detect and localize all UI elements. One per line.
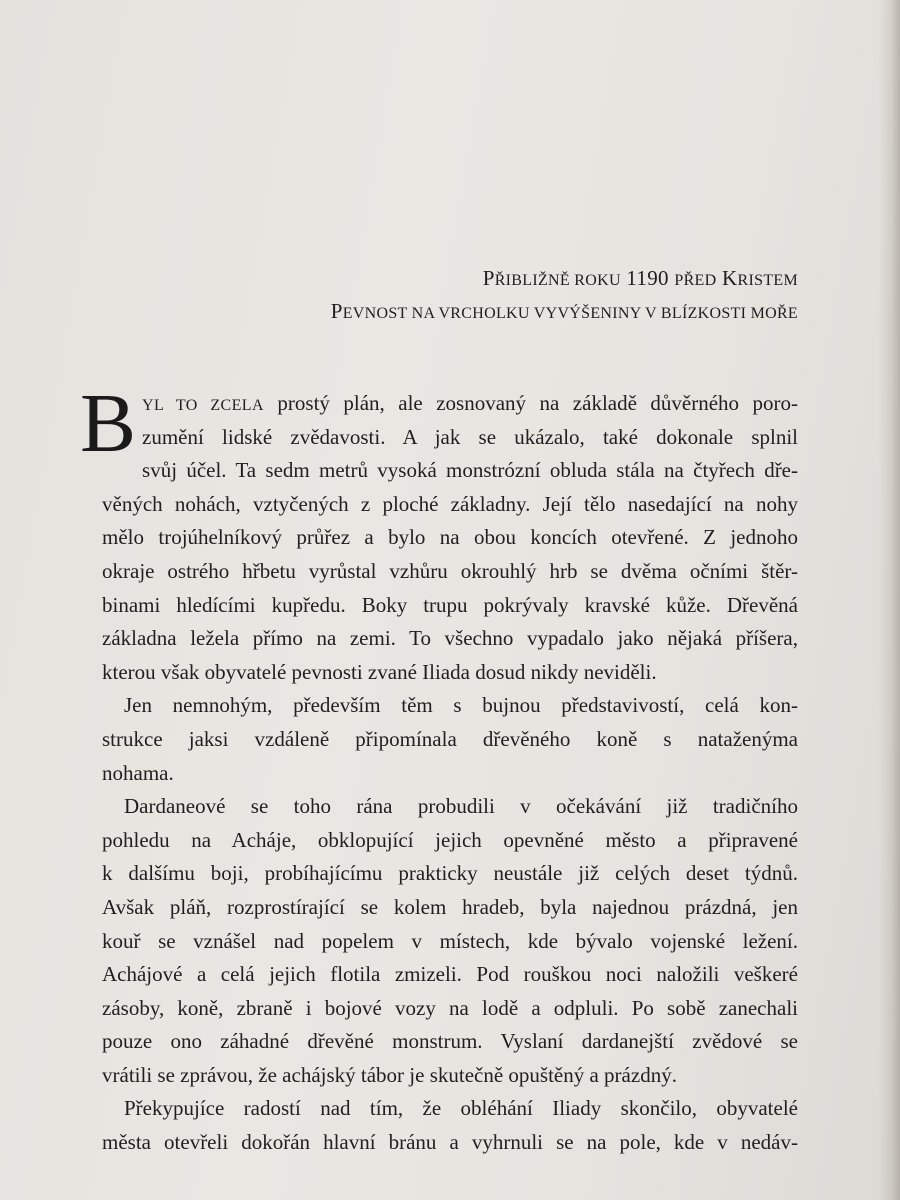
date-heading-year: 1190 (626, 266, 669, 290)
paragraph-4 (102, 1092, 798, 1159)
text-line: kterou však obyvatelé pevnosti zvané Iliada dosud nikdy neviděli. (102, 659, 657, 684)
paragraph-3 (102, 790, 798, 1092)
text-line (102, 689, 798, 723)
text-line-content: Jen nemnohým, především těm s bujnou představivostí, celá kon- (124, 693, 798, 718)
text-line: Překypujíce radostí nad tím, že obléhání Iliady skončilo, obyvatelé (124, 1096, 798, 1121)
text-line: zásoby, koně, zbraně i bojové vozy na lodě a odpluli. Po sobě zanechali (102, 995, 798, 1020)
page-edge (878, 0, 900, 1200)
text-line: binami hledícími kupředu. Boky trupu pokrývaly kravské kůže. Dřevěná (102, 592, 798, 617)
text-line: věných nohách, vztyčených z ploché základny. Její tělo nasedající na nohy (102, 491, 798, 516)
text-line: města otevřeli dokořán hlavní bránu a vyhrnuli se na pole, kde v nedáv- (102, 1130, 798, 1155)
place-heading-cap: P (330, 299, 343, 323)
text-line: základna ležela přímo na zemi. To všechno vypadalo jako nějaká příšera, (102, 626, 798, 651)
text-line: kouř se vznášel nad popelem v místech, kde bývalo vojenské ležení. (102, 928, 798, 953)
date-heading-cap: P (482, 266, 495, 290)
text-line: zumění lidské zvědavosti. A jak se ukázalo, také dokonale splnil (142, 424, 798, 449)
text-line: Dardaneové se toho rána probudili v očekávání již tradičního (124, 794, 798, 819)
date-heading-smallcaps-2: PŘED (674, 272, 717, 289)
date-heading (483, 266, 798, 291)
text-line: strukce jaksi vzdáleně připomínala dřevěného koně s nataženýma (102, 726, 798, 751)
text-line (102, 387, 798, 421)
text-line: nohama. (102, 760, 174, 785)
text-line: Achájové a celá jejich flotila zmizeli. Pod rouškou noci naložili veškeré (102, 962, 798, 987)
date-heading-cap-2: K (722, 266, 738, 290)
opening-small-caps: YL TO ZCELA (142, 397, 264, 414)
date-heading-smallcaps: ŘIBLIŽNĚ ROKU (494, 272, 621, 289)
date-heading-smallcaps-3: RISTEM (737, 272, 798, 289)
chapter-body (80, 377, 798, 1160)
place-heading-smallcaps: EVNOST NA VRCHOLKU VYVÝŠENINY V BLÍZKOSTI MOŘE (342, 305, 798, 322)
text-line: Avšak pláň, rozprostírající se kolem hradeb, byla najednou prázdná, jen (102, 894, 798, 919)
text-line: vrátili se zprávou, že achájský tábor je skutečně opuštěný a prázdný. (102, 1062, 677, 1087)
paragraph-2 (102, 689, 798, 790)
text-line: okraje ostrého hřbetu vyrůstal vzhůru okrouhlý hrb se dvěma očními štěr- (102, 558, 798, 583)
text-line: mělo trojúhelníkový průřez a bylo na obou koncích otevřené. Z jednoho (102, 525, 798, 550)
text-line: pohledu na Acháje, obklopující jejich opevněné město a připravené (102, 827, 798, 852)
text-line-content: prostý plán, ale zosnovaný na základě důvěrného poro- (263, 391, 798, 415)
text-line: svůj účel. Ta sedm metrů vysoká monstrózní obluda stála na čtyřech dře- (142, 458, 798, 483)
text-line: pouze ono záhadné dřevěné monstrum. Vyslaní dardanejští zvědové se (102, 1029, 798, 1054)
text-line: k dalšímu boji, probíhajícímu prakticky neustále již celých deset týdnů. (102, 861, 798, 886)
drop-cap: B (80, 377, 137, 470)
paragraph-1 (80, 377, 798, 689)
place-heading (331, 299, 798, 324)
